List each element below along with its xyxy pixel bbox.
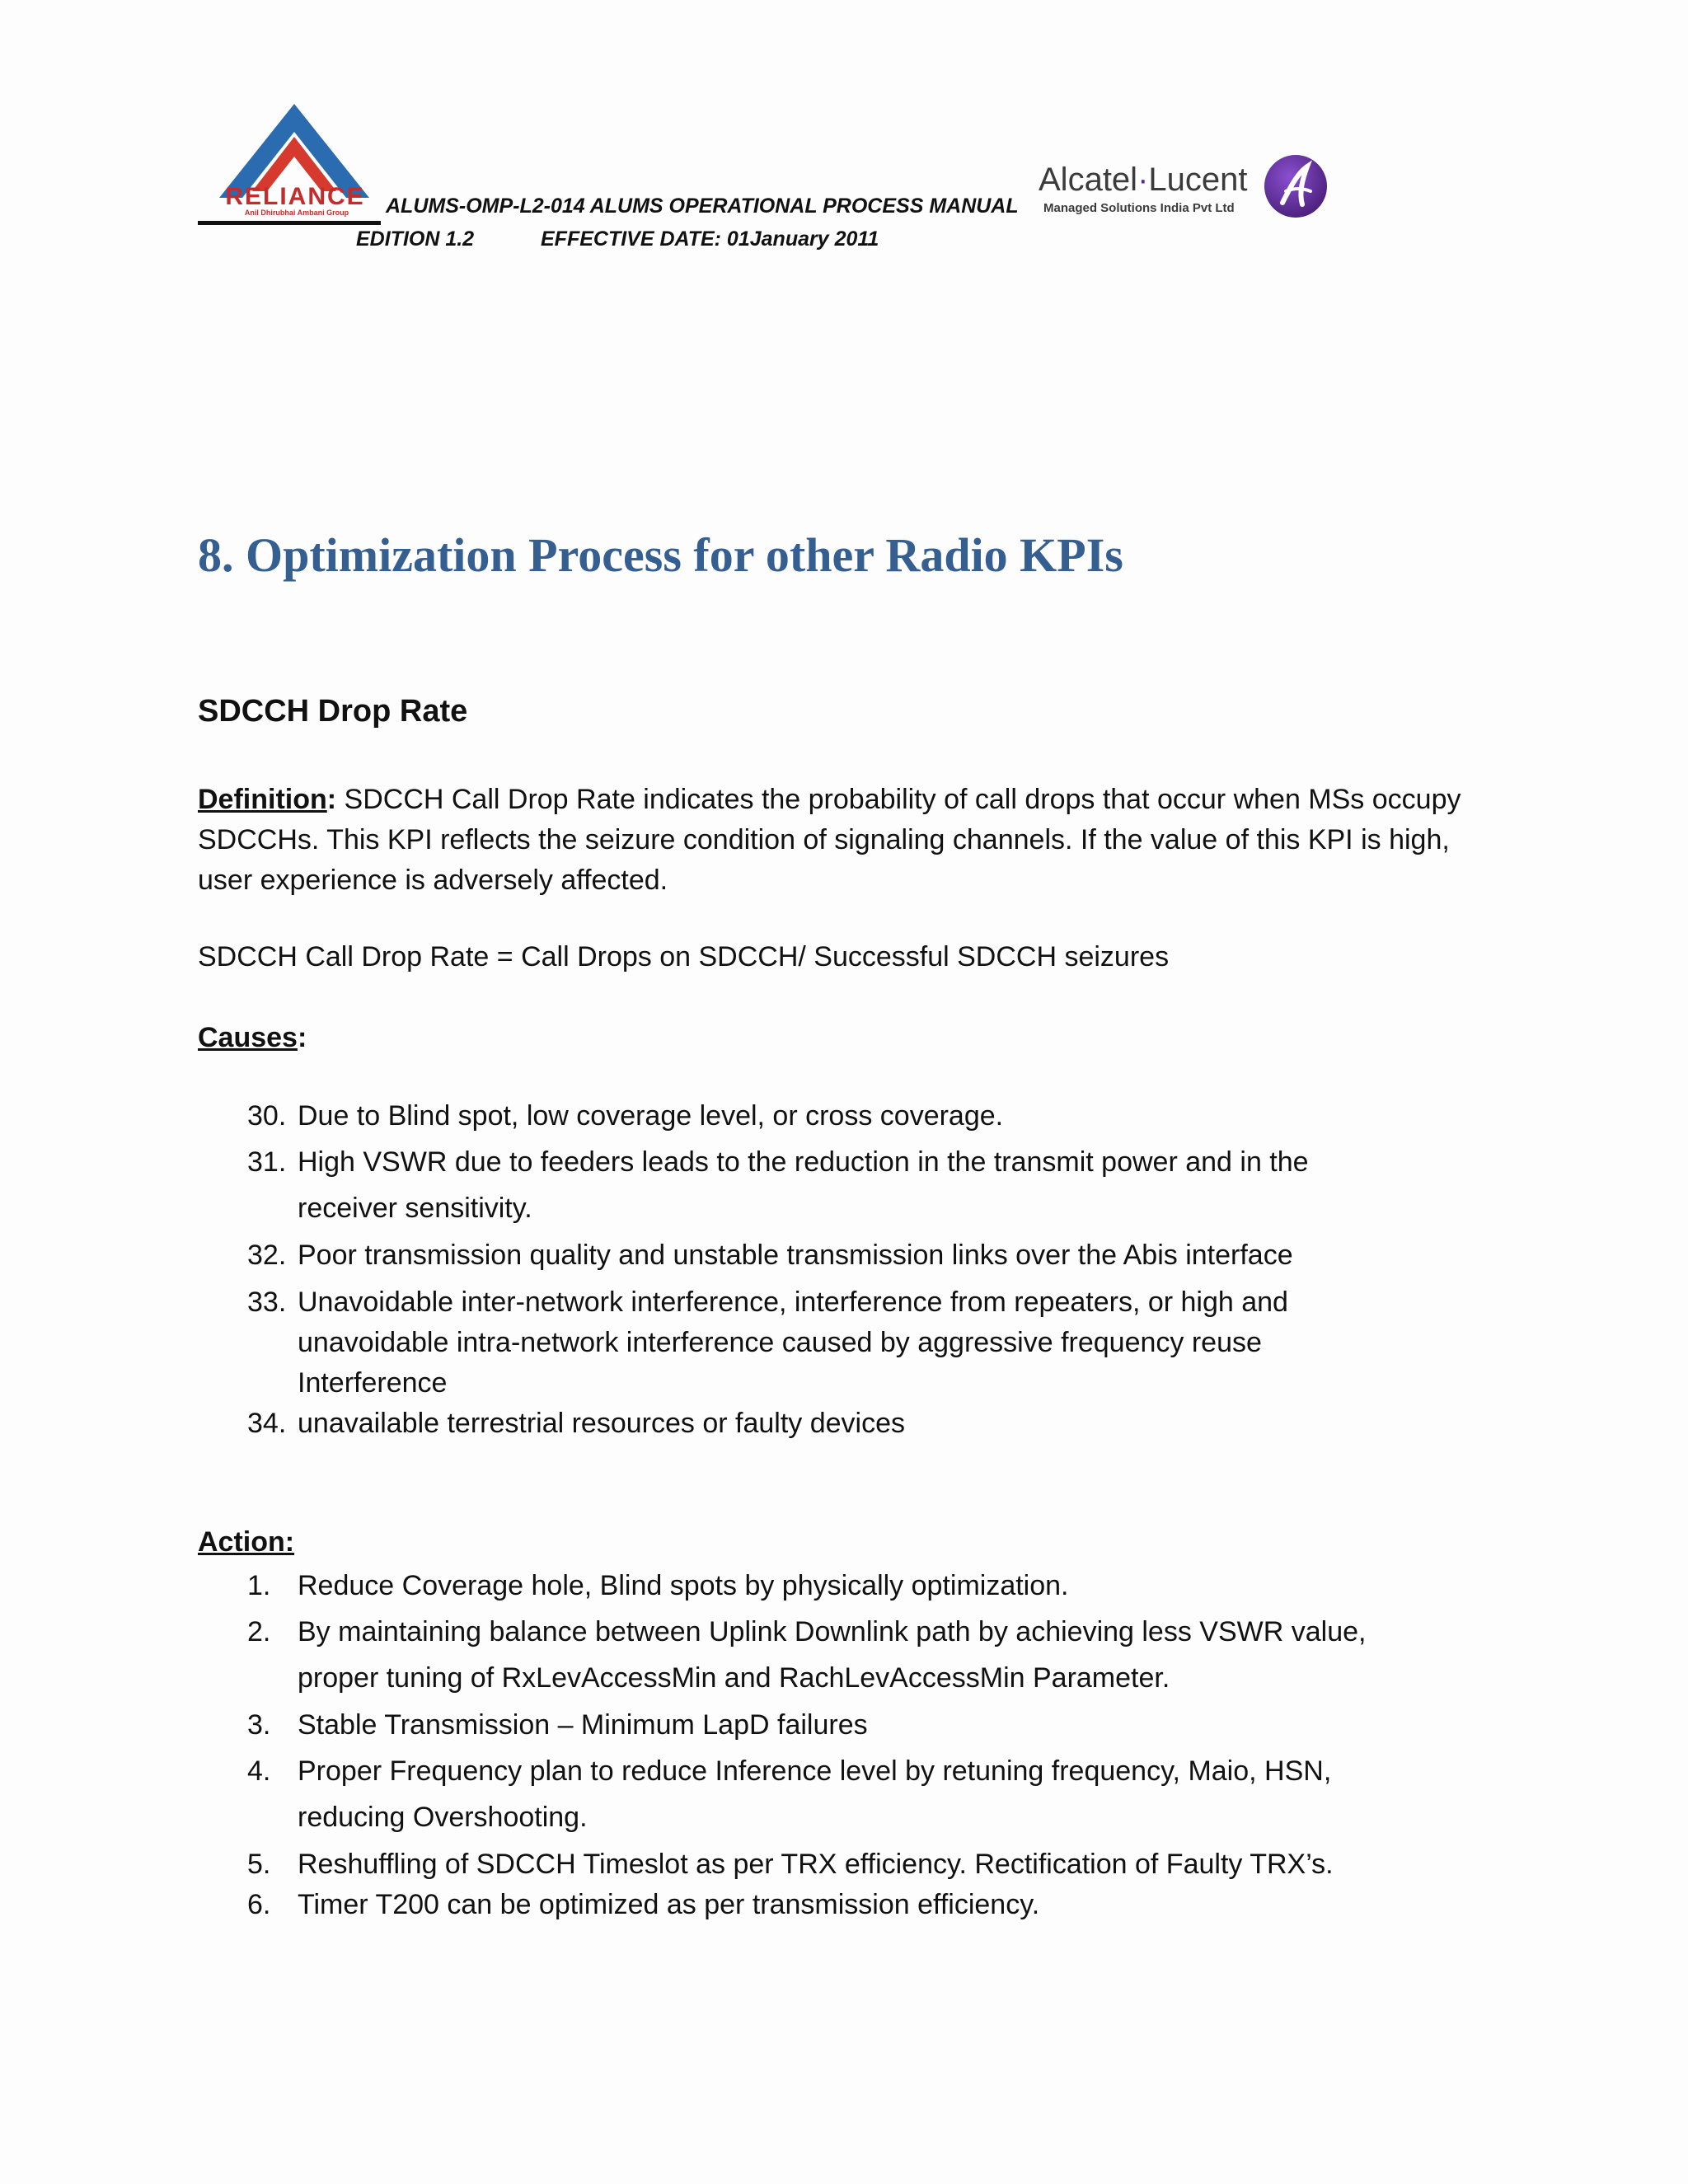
list-item-number: 6.: [247, 1889, 271, 1920]
alcatel-word: Alcatel: [1039, 162, 1138, 198]
header-rule: [198, 221, 381, 225]
edition-label: EDITION 1.2: [356, 227, 475, 251]
alcatel-lucent-logo: [1261, 152, 1330, 221]
list-item-text: Stable Transmission – Minimum LapD failures: [298, 1709, 868, 1741]
formula-line: SDCCH Call Drop Rate = Call Drops on SDCCH/ Successful SDCCH seizures: [198, 941, 1170, 972]
causes-label: Causes: [198, 1022, 298, 1053]
chapter-title: 8. Optimization Process for other Radio KPIs: [198, 528, 1123, 582]
list-item-number: 2.: [247, 1616, 271, 1647]
list-item-text: High VSWR due to feeders leads to the reduction in the transmit power and in the: [298, 1146, 1309, 1178]
alcatel-lucent-subtitle: Managed Solutions India Pvt Ltd: [1043, 201, 1235, 215]
definition-colon: :: [326, 784, 337, 815]
definition-text: SDCCH Call Drop Rate indicates the probability of call drops that occur when MSs occupy SDCCHs. This KPI reflects the seizure condition of signaling channels. If the value of this KPI is high, user experience is adversely affected.: [198, 784, 1461, 896]
list-item-number: 33.: [247, 1286, 287, 1318]
list-item-text-continued: unavoidable intra-network interference caused by aggressive frequency reuse: [298, 1327, 1262, 1358]
list-item-number: 31.: [247, 1146, 287, 1178]
list-item-text: Due to Blind spot, low coverage level, or cross coverage.: [298, 1100, 1004, 1132]
list-item-text: Proper Frequency plan to reduce Inference level by retuning frequency, Maio, HSN,: [298, 1755, 1332, 1787]
action-heading: [198, 1526, 294, 1558]
list-item-text-continued: proper tuning of RxLevAccessMin and RachLevAccessMin Parameter.: [298, 1662, 1170, 1694]
definition-paragraph: [198, 780, 1484, 901]
list-item-number: 1.: [247, 1570, 271, 1601]
list-item-text: Reshuffling of SDCCH Timeslot as per TRX efficiency. Rectification of Faulty TRX’s.: [298, 1849, 1334, 1880]
list-item-number: 5.: [247, 1849, 271, 1880]
list-item-number: 4.: [247, 1755, 271, 1787]
list-item-text: Timer T200 can be optimized as per transmission efficiency.: [298, 1889, 1040, 1920]
causes-heading: [198, 1022, 307, 1054]
list-item-number: 34.: [247, 1408, 287, 1439]
list-item-text-continued: Interference: [298, 1367, 448, 1399]
wordmark-dot: ·: [1137, 162, 1149, 198]
reliance-logo-subtitle: Anil Dhirubhai Ambani Group: [244, 209, 349, 217]
list-item-text-continued: reducing Overshooting.: [298, 1802, 588, 1833]
document-code: ALUMS-OMP-L2-014 ALUMS OPERATIONAL PROCESS MANUAL: [386, 194, 1019, 218]
reliance-logo-word: RELIANCE: [225, 183, 365, 210]
list-item-number: 32.: [247, 1240, 287, 1271]
causes-colon: :: [297, 1022, 307, 1053]
list-item-text: Poor transmission quality and unstable transmission links over the Abis interface: [298, 1240, 1293, 1271]
list-item-text-continued: receiver sensitivity.: [298, 1193, 532, 1224]
alcatel-lucent-wordmark: [1039, 162, 1248, 199]
section-title: SDCCH Drop Rate: [198, 694, 468, 729]
list-item-text: Reduce Coverage hole, Blind spots by physically optimization.: [298, 1570, 1069, 1601]
lucent-word: Lucent: [1148, 162, 1248, 198]
list-item-text: Unavoidable inter-network interference, interference from repeaters, or high and: [298, 1286, 1288, 1318]
list-item-number: 3.: [247, 1709, 271, 1741]
list-item-number: 30.: [247, 1100, 287, 1132]
list-item-text: By maintaining balance between Uplink Downlink path by achieving less VSWR value,: [298, 1616, 1367, 1647]
definition-label: Definition: [198, 784, 327, 815]
action-label: Action:: [198, 1526, 295, 1558]
effective-date: EFFECTIVE DATE: 01January 2011: [541, 227, 879, 251]
list-item-text: unavailable terrestrial resources or faulty devices: [298, 1408, 906, 1439]
